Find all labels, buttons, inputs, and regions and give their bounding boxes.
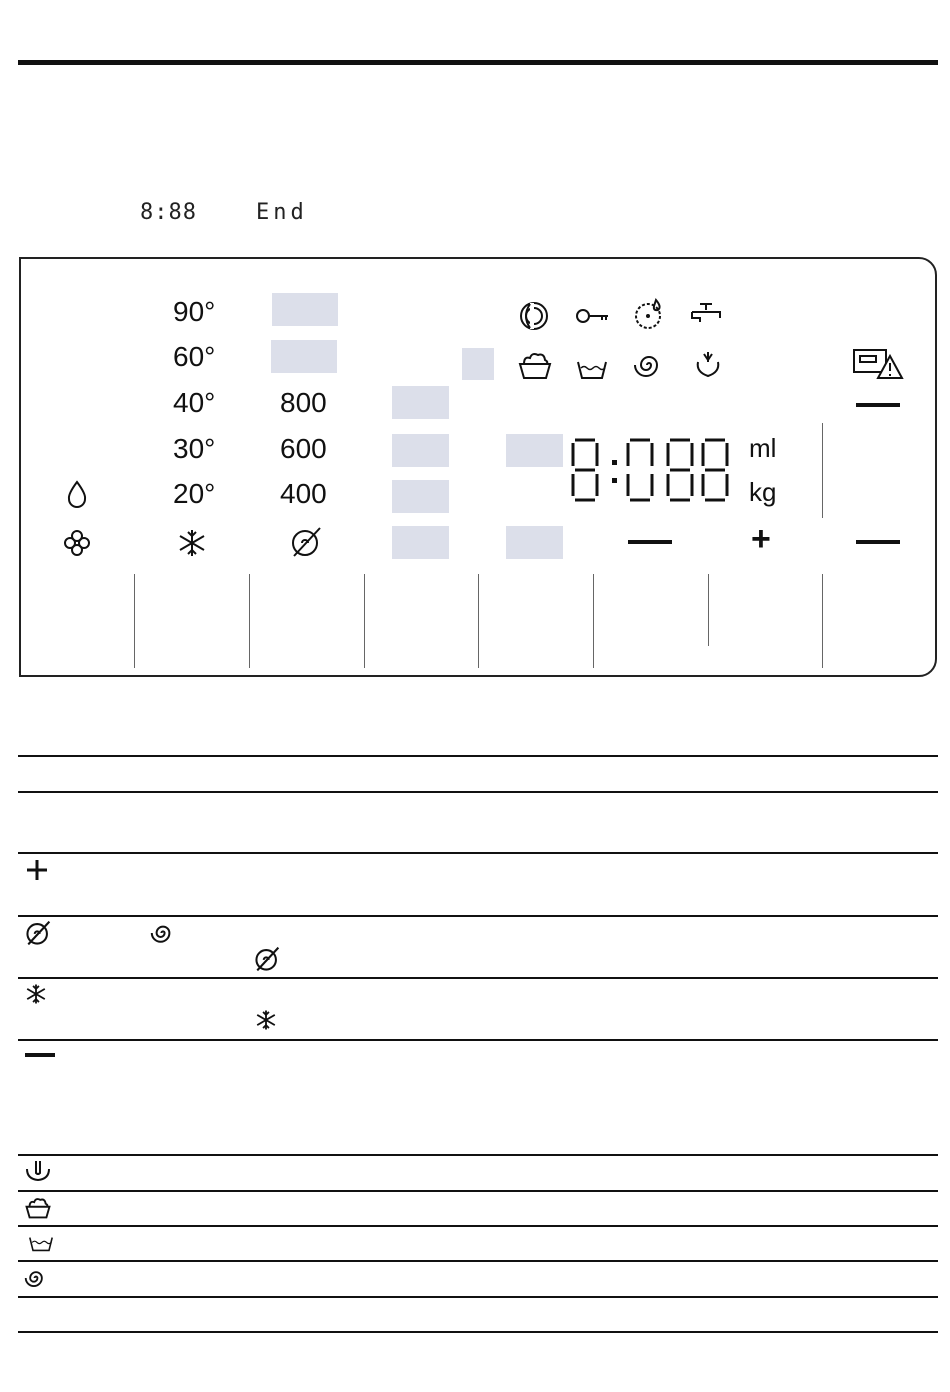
tap-icon (690, 300, 724, 328)
button-divider (478, 574, 479, 668)
time-display (570, 438, 730, 504)
table-rule (18, 915, 938, 917)
prewash-icon (25, 1196, 51, 1219)
wash-tub-icon (25, 1236, 57, 1252)
speed-400: 400 (280, 478, 327, 509)
panel-divider (822, 423, 823, 518)
table-rule (18, 791, 938, 793)
plus-sign: + (751, 520, 771, 558)
snowflake-icon (25, 983, 47, 1005)
flower-icon (62, 528, 92, 558)
display-block (392, 526, 449, 559)
rinse-icon (694, 348, 722, 380)
table-rule (18, 755, 938, 757)
minus-right-bottom (856, 540, 900, 544)
display-block (392, 434, 449, 467)
rinse-hand-icon (25, 1159, 51, 1183)
temp-30: 30° (173, 433, 216, 464)
minus-segment (628, 540, 672, 544)
table-rule (18, 1190, 938, 1192)
dispenser-warning-icon (852, 348, 904, 380)
wash-tub-icon (576, 360, 608, 380)
temp-90: 90° (173, 296, 216, 327)
no-spin-icon (25, 920, 51, 946)
display-block (392, 480, 449, 513)
speed-600: 600 (280, 433, 327, 464)
display-end-sample: End (256, 200, 308, 225)
prewash-icon (518, 350, 552, 380)
display-block (271, 340, 337, 373)
key-icon (576, 306, 610, 326)
temp-60: 60° (173, 341, 216, 372)
temp-20: 20° (173, 478, 216, 509)
table-rule (18, 977, 938, 979)
spin-spiral-icon (25, 1267, 47, 1289)
table-rule (18, 1260, 938, 1262)
drop-timer-icon (634, 298, 666, 330)
table-rule (18, 1039, 938, 1041)
table-rule (18, 1154, 938, 1156)
table-rule (18, 1225, 938, 1227)
table-rule (18, 1331, 938, 1333)
unit-kg: kg (749, 477, 777, 507)
button-divider (822, 574, 823, 668)
spin-drum-icon (518, 300, 550, 332)
button-divider (134, 574, 135, 668)
display-block (272, 293, 338, 326)
spin-spiral-icon (151, 921, 175, 945)
plus-icon (25, 858, 49, 882)
spin-spiral-icon (634, 350, 664, 380)
minus-icon (25, 1053, 55, 1057)
button-divider (593, 574, 594, 668)
display-block (506, 526, 563, 559)
top-rule (18, 60, 938, 65)
display-block (506, 434, 563, 467)
button-divider (364, 574, 365, 668)
temp-40: 40° (173, 387, 216, 418)
speed-800: 800 (280, 387, 327, 418)
button-divider (249, 574, 250, 668)
minus-right-top (856, 403, 900, 407)
no-spin-icon (290, 526, 322, 558)
no-spin-icon (254, 946, 280, 972)
display-time-sample: 8:88 (140, 200, 197, 225)
display-block (392, 386, 449, 419)
drop-icon (66, 480, 88, 508)
unit-ml: ml (749, 433, 777, 463)
button-divider (708, 574, 709, 646)
display-block (462, 348, 494, 380)
table-rule (18, 1296, 938, 1298)
snowflake-icon (255, 1009, 277, 1031)
table-rule (18, 852, 938, 854)
snowflake-icon (177, 528, 207, 558)
